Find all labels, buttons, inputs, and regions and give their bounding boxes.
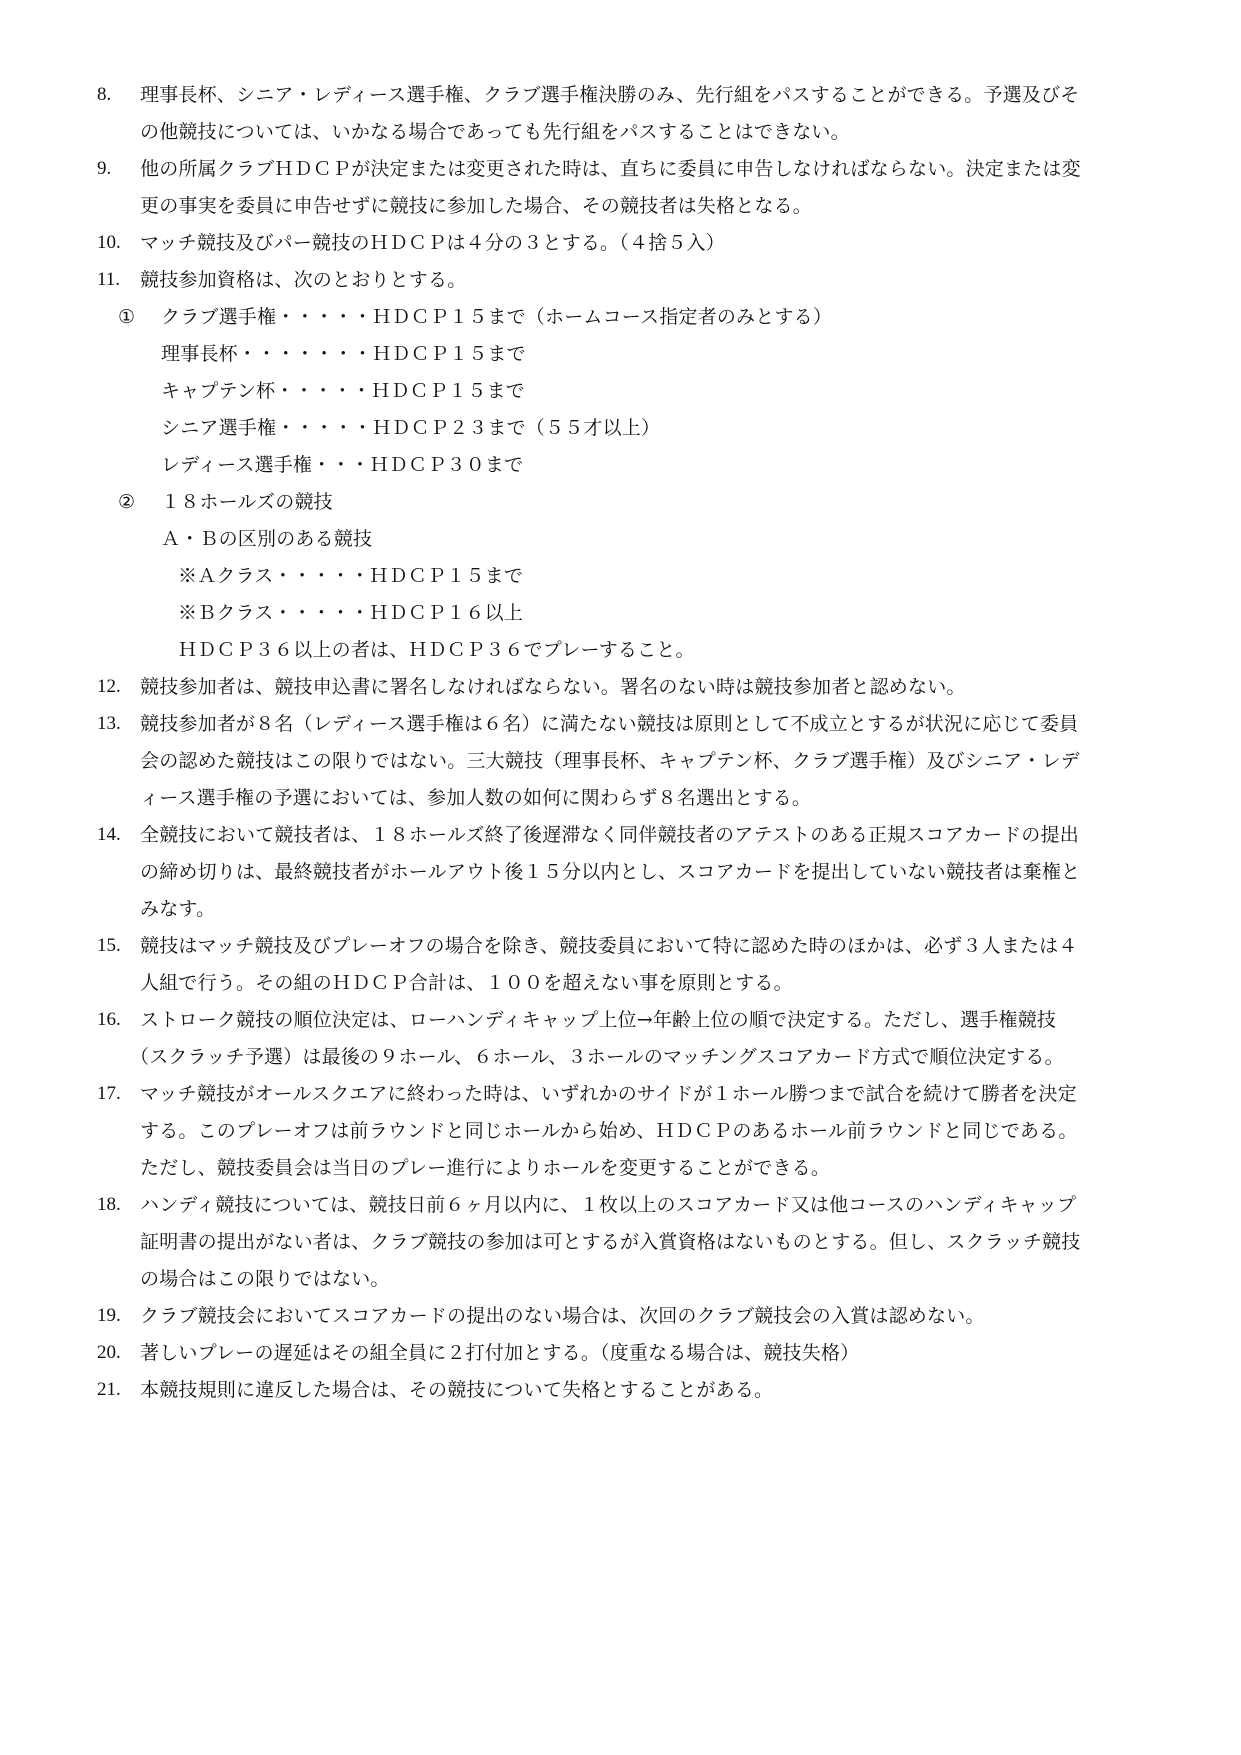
rule-number: 17.: [97, 1083, 121, 1104]
rule-text: 更の事実を委員に申告せずに競技に参加した場合、その競技者は失格となる。: [140, 195, 813, 217]
rule-number: 11.: [97, 269, 121, 290]
eligibility-item: シニア選手権・・・・・ＨＤＣＰ２３まで（５５才以上）: [161, 417, 661, 439]
rule-text: マッチ競技がオールスクエアに終わった時は、いずれかのサイドが１ホール勝つまで試合を続けて勝者を決定: [140, 1083, 1077, 1105]
rule-number: 8.: [97, 84, 112, 105]
rule-text: 競技はマッチ競技及びプレーオフの場合を除き、競技委員において特に認めた時のほかは、必ず３人または４: [140, 935, 1078, 957]
rule-number: 12.: [97, 676, 121, 697]
rule-text: 競技参加者が８名（レディース選手権は６名）に満たない競技は原則として不成立とするが状況に応じて委員: [140, 713, 1079, 735]
circled-number-1: ①: [118, 306, 136, 328]
rule-number: 9.: [97, 158, 112, 179]
rule-text: クラブ競技会においてスコアカードの提出のない場合は、次回のクラブ競技会の入賞は認めない。: [140, 1305, 985, 1327]
circled-number-2: ②: [118, 491, 136, 513]
rule-text: 競技参加者は、競技申込書に署名しなければならない。署名のない時は競技参加者と認めない。: [140, 676, 966, 698]
rule-number: 20.: [97, 1342, 121, 1363]
rule-text: の他競技については、いかなる場合であっても先行組をパスすることはできない。: [140, 121, 850, 143]
rule-text: 全競技において競技者は、１８ホールズ終了後遅滞なく同伴競技者のアテストのある正規スコアカードの提出: [140, 824, 1079, 846]
rule-text: （スクラッチ予選）は最後の９ホール、６ホール、３ホールのマッチングスコアカード方式で順位決定する。: [130, 1046, 1064, 1068]
rule-text: の場合はこの限りではない。: [140, 1268, 390, 1290]
rule-text: 競技参加資格は、次のとおりとする。: [140, 269, 467, 291]
rule-number: 10.: [97, 232, 121, 253]
eligibility-group-title: １８ホールズの競技: [161, 491, 333, 513]
rule-number: 14.: [97, 824, 121, 845]
eligibility-item: レディース選手権・・・ＨＤＣＰ３０まで: [161, 454, 524, 476]
rule-text: 人組で行う。その組のＨＤＣＰ合計は、１００を超えない事を原則とする。: [140, 972, 793, 994]
rule-text: 本競技規則に違反した場合は、その競技について失格とすることがある。: [140, 1379, 774, 1401]
rule-text: 著しいプレーの遅延はその組全員に２打付加とする。（度重なる場合は、競技失格）: [140, 1342, 860, 1364]
rule-number: 18.: [97, 1194, 121, 1215]
eligibility-item: クラブ選手権・・・・・ＨＤＣＰ１５まで（ホームコース指定者のみとする）: [161, 306, 833, 328]
eligibility-item: ＨＤＣＰ３６以上の者は、ＨＤＣＰ３６でプレーすること。: [178, 639, 695, 661]
eligibility-item: 理事長杯・・・・・・・ＨＤＣＰ１５まで: [161, 343, 526, 365]
rule-text: ただし、競技委員会は当日のプレー進行によりホールを変更することができる。: [140, 1157, 831, 1179]
rule-number: 19.: [97, 1305, 121, 1326]
rule-text: ストローク競技の順位決定は、ローハンディキャップ上位→年齢上位の順で決定する。ただし、選手権競技: [140, 1009, 1057, 1031]
rule-number: 15.: [97, 935, 121, 956]
rule-text: 証明書の提出がない者は、クラブ競技の参加は可とするが入賞資格はないものとする。但し、スクラッチ競技: [140, 1231, 1081, 1253]
eligibility-item: キャプテン杯・・・・・ＨＤＣＰ１５まで: [161, 380, 525, 402]
rule-text: する。このプレーオフは前ラウンドと同じホールから始め、ＨＤＣＰのあるホール前ラウンドと同じである。: [140, 1120, 1078, 1142]
rule-text: 理事長杯、シニア・レディース選手権、クラブ選手権決勝のみ、先行組をパスすることができる。予選及びそ: [140, 84, 1080, 106]
rule-text: ハンディ競技については、競技日前６ヶ月以内に、１枚以上のスコアカード又は他コースのハンディキャップ: [140, 1194, 1077, 1216]
eligibility-item: ※Ａクラス・・・・・ＨＤＣＰ１５まで: [178, 565, 524, 587]
rule-number: 13.: [97, 713, 121, 734]
rule-text: みなす。: [140, 898, 216, 920]
rule-text: マッチ競技及びパー競技のＨＤＣＰは４分の３とする。（４捨５入）: [140, 232, 725, 254]
eligibility-item: ※Ｂクラス・・・・・ＨＤＣＰ１６以上: [178, 602, 524, 624]
rule-text: 他の所属クラブＨＤＣＰが決定または変更された時は、直ちに委員に申告しなければならない。決定または変: [140, 158, 1081, 180]
rule-number: 21.: [97, 1379, 121, 1400]
rule-number: 16.: [97, 1009, 121, 1030]
rule-text: ィース選手権の予選においては、参加人数の如何に関わらず８名選出とする。: [140, 787, 812, 809]
eligibility-group-subtitle: Ａ・Ｂの区別のある競技: [161, 528, 373, 550]
rule-text: の締め切りは、最終競技者がホールアウト後１５分以内とし、スコアカードを提出していない競技者は棄権と: [140, 861, 1081, 883]
rule-text: 会の認めた競技はこの限りではない。三大競技（理事長杯、キャプテン杯、クラブ選手権）及びシニア・レデ: [140, 750, 1080, 772]
